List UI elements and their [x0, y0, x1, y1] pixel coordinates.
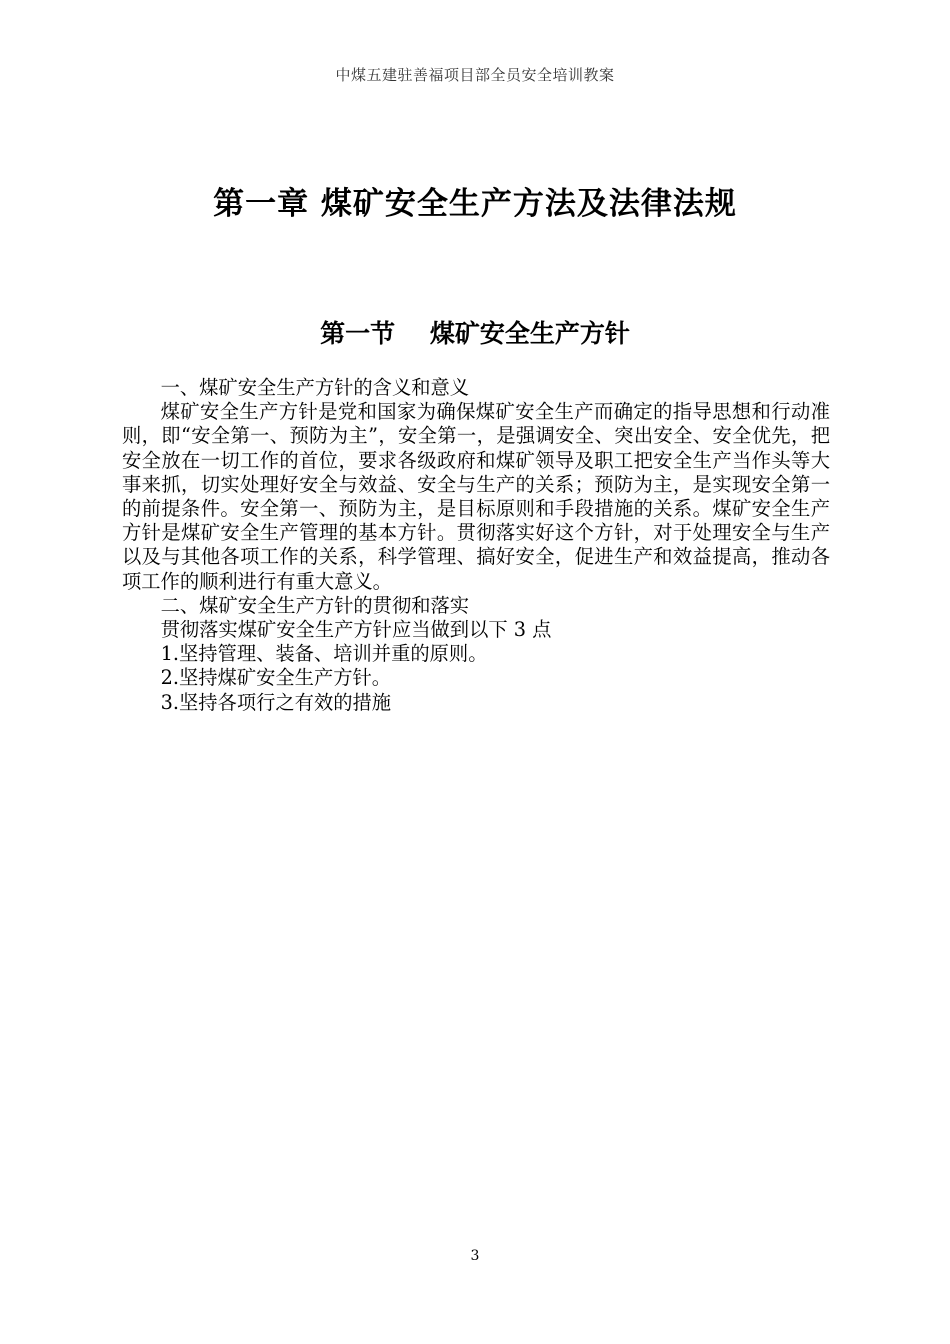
list-item-1: 1.坚持管理、装备、培训并重的原则。	[160, 642, 488, 666]
list-item-2: 2.坚持煤矿安全生产方针。	[160, 666, 392, 690]
paragraph-intro-points: 贯彻落实煤矿安全生产方针应当做到以下 3 点	[160, 618, 552, 642]
subheading-meaning: 一、煤矿安全生产方针的含义和意义	[160, 376, 470, 399]
body-text	[122, 376, 830, 715]
paragraph-policy: 煤矿安全生产方针是党和国家为确保煤矿安全生产而确定的指导思想和行动准则，即“安全第一、预防为主”，安全第一，是强调安全、突出安全、安全优先，把安全放在一切工作的首位，要求各级政府和煤矿领导及职工把安全生产当作头等大事来抓，切实处理好安全与效益、安全与生产的关系；预防为主，是实现安全第一的前提条件。安全第一、预防为主，是目标原则和手段措施的关系。煤矿安全生产方针是煤矿安全生产管理的基本方针。贯彻落实好这个方针，对于处理安全与生产以及与其他各项工作的关系，科学管理、搞好安全，促进生产和效益提高，推动各项工作的顺利进行有重大意义。	[122, 400, 830, 593]
page-header: 中煤五建驻善福项目部全员安全培训教案	[335, 66, 615, 84]
list-item-3: 3.坚持各项行之有效的措施	[160, 690, 392, 714]
chapter-title: 第一章 煤矿安全生产方法及法律法规	[213, 186, 737, 222]
page-number: 3	[470, 1248, 480, 1264]
subheading-implementation: 二、煤矿安全生产方针的贯彻和落实	[160, 593, 470, 617]
section-title: 第一节 煤矿安全生产方针	[320, 319, 630, 348]
